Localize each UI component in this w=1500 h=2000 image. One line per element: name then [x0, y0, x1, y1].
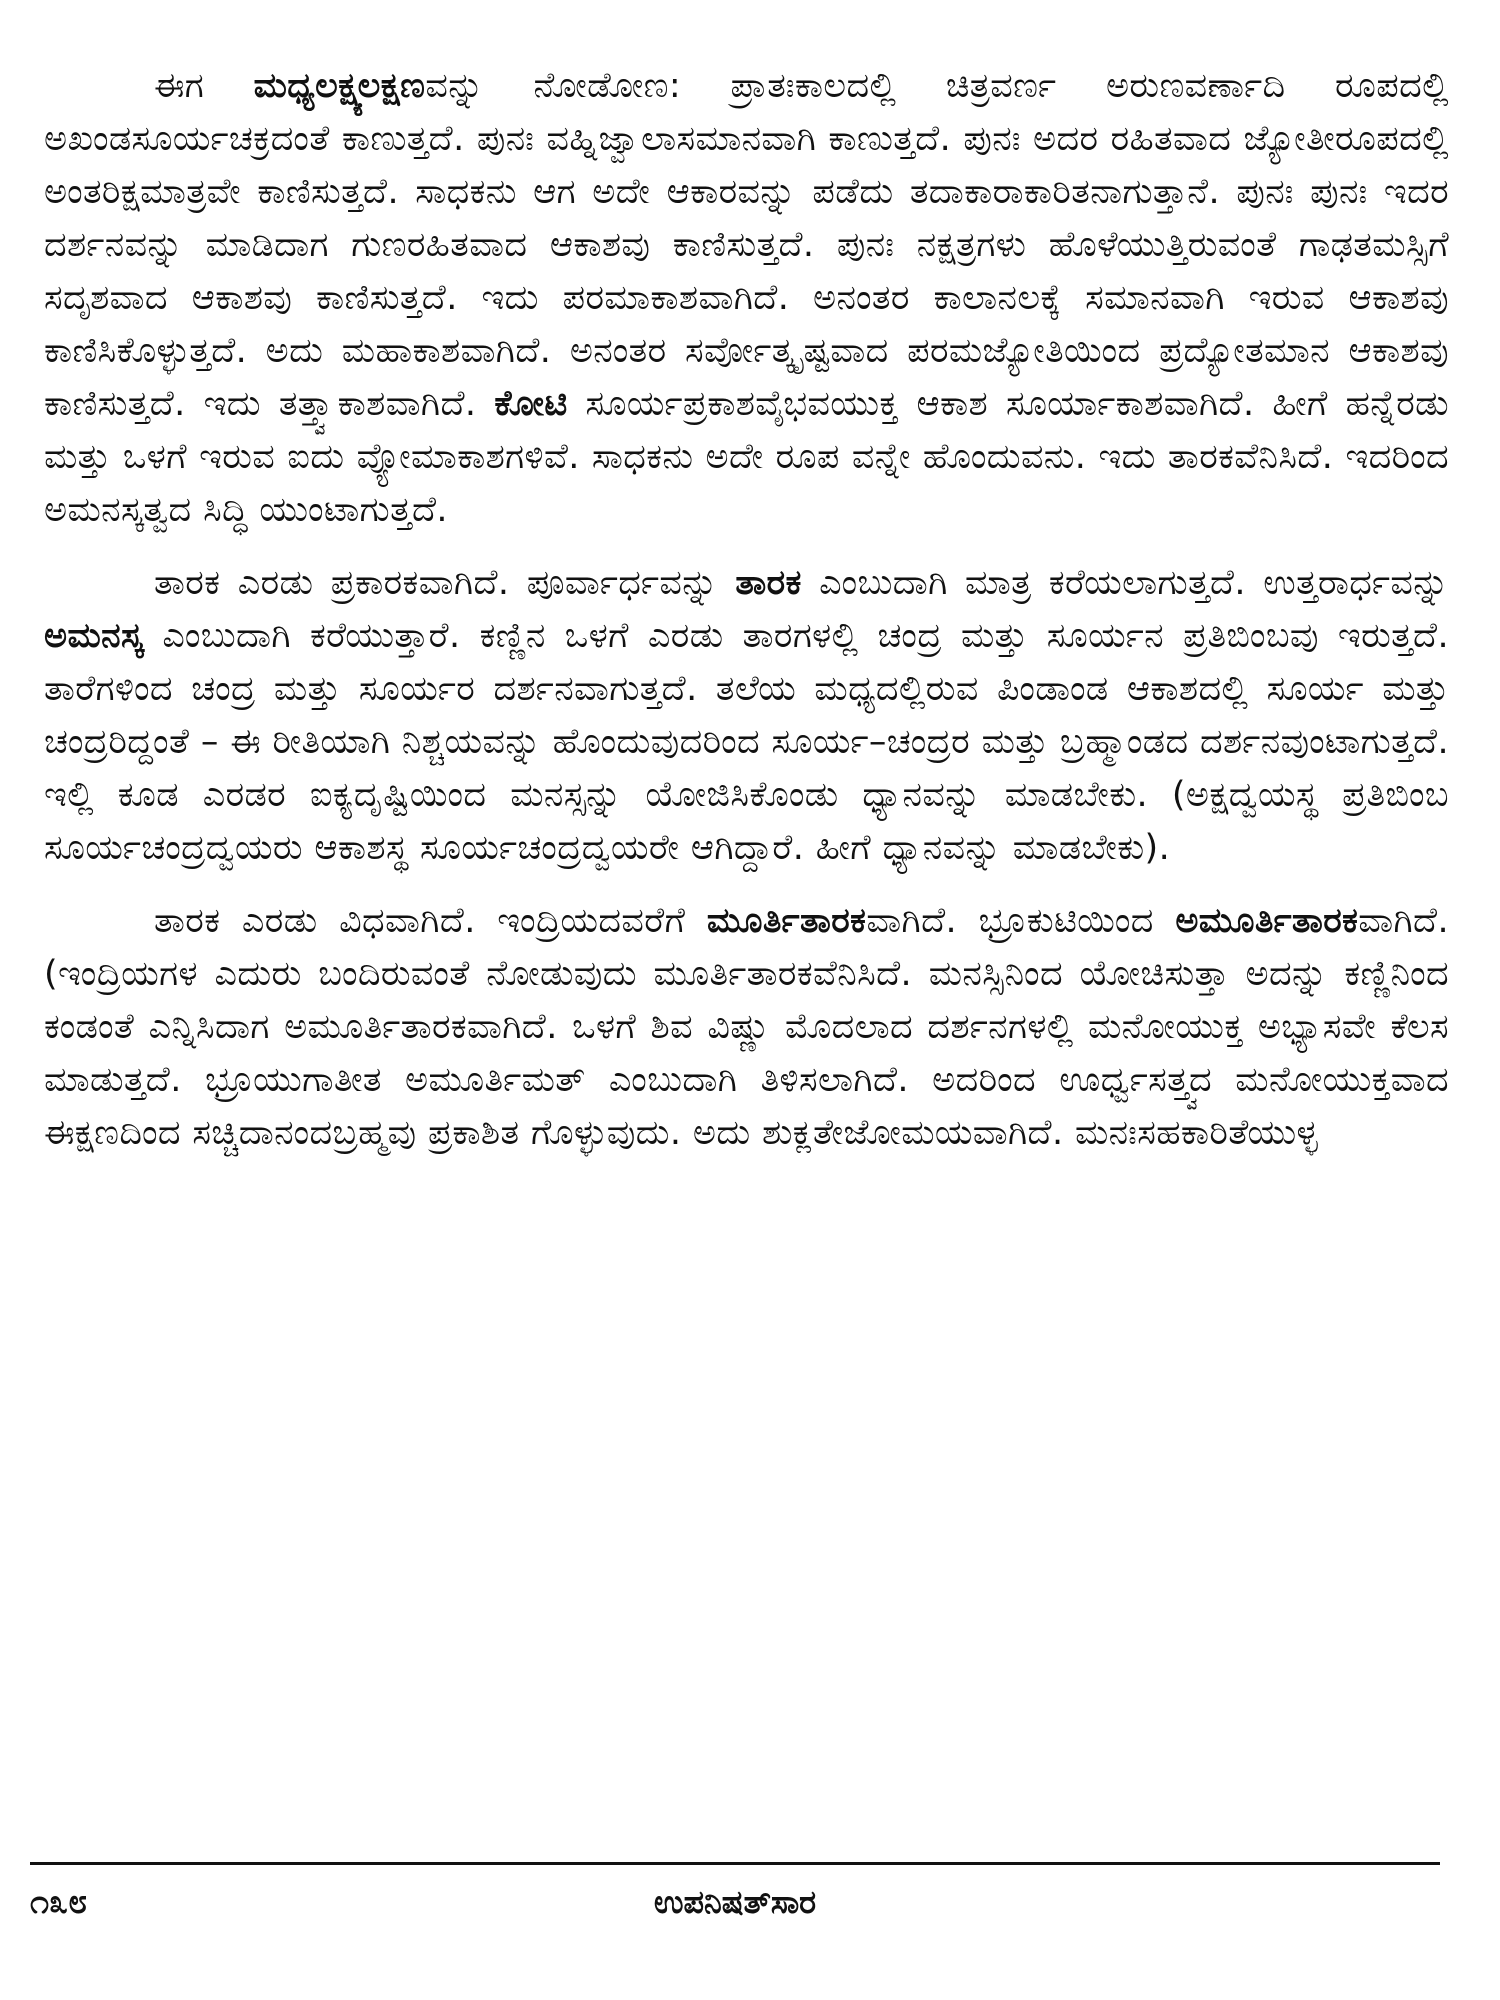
- page-number: ೧೩೮: [30, 1882, 88, 1922]
- bold-term: ಮಧ್ಯಲಕ್ಷ್ಯಲಕ್ಷಣ: [253, 66, 426, 106]
- bold-term: ತಾರಕ: [735, 563, 802, 603]
- footer-divider: [30, 1862, 1440, 1865]
- bold-term: ಅಮೂರ್ತಿತಾರಕ: [1175, 901, 1359, 941]
- bold-term: ಕೋಟಿ: [494, 384, 568, 424]
- bold-term: ಮೂರ್ತಿತಾರಕ: [706, 901, 867, 941]
- page-footer: [30, 1880, 1440, 1930]
- paragraph-2: ತಾರಕ ಎರಡು ಪ್ರಕಾರಕವಾಗಿದೆ. ಪೂರ್ವಾರ್ಧವನ್ನು ತಾರಕ ಎಂಬುದಾಗಿ ಮಾತ್ರ ಕರೆಯಲಾಗುತ್ತದೆ. ಉತ್ತರಾರ್ಧವನ್ನು ಅಮನಸ್ಕ ಎಂಬುದಾಗಿ ಕರೆಯುತ್ತಾರೆ. ಕಣ್ಣಿನ ಒಳಗೆ ಎರಡು ತಾರಗಳಲ್ಲಿ ಚಂದ್ರ ಮತ್ತು ಸೂರ್ಯನ ಪ್ರತಿಬಿಂಬವು ಇರುತ್ತದೆ. ತಾರೆಗಳಿಂದ ಚಂದ್ರ ಮತ್ತು ಸೂರ್ಯರ ದರ್ಶನವಾಗುತ್ತದೆ. ತಲೆಯ ಮಧ್ಯದಲ್ಲಿರುವ ಪಿಂಡಾಂಡ ಆಕಾಶದಲ್ಲಿ ಸೂರ್ಯ ಮತ್ತು ಚಂದ್ರರಿದ್ದಂತೆ – ಈ ರೀತಿಯಾಗಿ ನಿಶ್ಚಯವನ್ನು ಹೊಂದುವುದರಿಂದ ಸೂರ್ಯ–ಚಂದ್ರರ ಮತ್ತು ಬ್ರಹ್ಮಾಂಡದ ದರ್ಶನವುಂಟಾಗುತ್ತದೆ. ಇಲ್ಲಿ ಕೂಡ ಎರಡರ ಐಕ್ಯದೃಷ್ಟಿಯಿಂದ ಮನಸ್ಸನ್ನು ಯೋಜಿಸಿಕೊಂಡು ಧ್ಯಾನವನ್ನು ಮಾಡಬೇಕು. (ಅಕ್ಷದ್ವಯಸ್ಥ ಪ್ರತಿಬಿಂಬ ಸೂರ್ಯಚಂದ್ರದ್ವಯರು ಆಕಾಶಸ್ಥ ಸೂರ್ಯಚಂದ್ರದ್ವಯರೇ ಆಗಿದ್ದಾರೆ. ಹೀಗೆ ಧ್ಯಾನವನ್ನು ಮಾಡಬೇಕು).: [44, 563, 1450, 868]
- bold-term: ಅಮನಸ್ಕ: [44, 616, 144, 656]
- book-title: ಉಪನಿಷತ್‌ಸಾರ: [653, 1883, 817, 1921]
- paragraph-3: ತಾರಕ ಎರಡು ವಿಧವಾಗಿದೆ. ಇಂದ್ರಿಯದವರೆಗೆ ಮೂರ್ತಿತಾರಕವಾಗಿದೆ. ಭ್ರೂಕುಟಿಯಿಂದ ಅಮೂರ್ತಿತಾರಕವಾಗಿದೆ.(ಇಂದ್ರಿಯಗಳ ಎದುರು ಬಂದಿರುವಂತೆ ನೋಡುವುದು ಮೂರ್ತಿತಾರಕವೆನಿಸಿದೆ. ಮನಸ್ಸಿನಿಂದ ಯೋಚಿಸುತ್ತಾ ಅದನ್ನು ಕಣ್ಣಿನಿಂದ ಕಂಡಂತೆ ಎನ್ನಿಸಿದಾಗ ಅಮೂರ್ತಿತಾರಕವಾಗಿದೆ. ಒಳಗೆ ಶಿವ ವಿಷ್ಣು ಮೊದಲಾದ ದರ್ಶನಗಳಲ್ಲಿ ಮನೋಯುಕ್ತ ಅಭ್ಯಾಸವೇ ಕೆಲಸ ಮಾಡುತ್ತದೆ. ಭ್ರೂಯುಗಾತೀತ ಅಮೂರ್ತಿಮತ್ ಎಂಬುದಾಗಿ ತಿಳಿಸಲಾಗಿದೆ. ಅದರಿಂದ ಊರ್ಧ್ವಸತ್ತ್ವದ ಮನೋಯುಕ್ತವಾದ ಈಕ್ಷಣದಿಂದ ಸಚ್ಚಿದಾನಂದಬ್ರಹ್ಮವು ಪ್ರಕಾಶಿತ ಗೊಳ್ಳುವುದು. ಅದು ಶುಕ್ಲತೇಜೋಮಯವಾಗಿದೆ. ಮನಃಸಹಕಾರಿತೆಯುಳ್ಳ: [44, 901, 1449, 1153]
- page-body: [44, 60, 1449, 1180]
- paragraph-1: ಈಗ ಮಧ್ಯಲಕ್ಷ್ಯಲಕ್ಷಣವನ್ನು ನೋಡೋಣ: ಪ್ರಾತಃಕಾಲದಲ್ಲಿ ಚಿತ್ರವರ್ಣ ಅರುಣವರ್ಣಾದಿ ರೂಪದಲ್ಲಿ ಅಖಂಡಸೂರ್ಯಚಕ್ರದಂತೆ ಕಾಣುತ್ತದೆ. ಪುನಃ ವಹ್ನಿಜ್ವಾಲಾಸಮಾನವಾಗಿ ಕಾಣುತ್ತದೆ. ಪುನಃ ಅದರ ರಹಿತವಾದ ಜ್ಯೋತೀರೂಪದಲ್ಲಿ ಅಂತರಿಕ್ಷಮಾತ್ರವೇ ಕಾಣಿಸುತ್ತದೆ. ಸಾಧಕನು ಆಗ ಅದೇ ಆಕಾರವನ್ನು ಪಡೆದು ತದಾಕಾರಾಕಾರಿತನಾಗುತ್ತಾನೆ. ಪುನಃ ಪುನಃ ಇದರ ದರ್ಶನವನ್ನು ಮಾಡಿದಾಗ ಗುಣರಹಿತವಾದ ಆಕಾಶವು ಕಾಣಿಸುತ್ತದೆ. ಪುನಃ ನಕ್ಷತ್ರಗಳು ಹೊಳೆಯುತ್ತಿರುವಂತೆ ಗಾಢತಮಸ್ಸಿಗೆ ಸದೃಶವಾದ ಆಕಾಶವು ಕಾಣಿಸುತ್ತದೆ. ಇದು ಪರಮಾಕಾಶವಾಗಿದೆ. ಅನಂತರ ಕಾಲಾನಲಕ್ಕೆ ಸಮಾನವಾಗಿ ಇರುವ ಆಕಾಶವು ಕಾಣಿಸಿಕೊಳ್ಳುತ್ತದೆ. ಅದು ಮಹಾಕಾಶವಾಗಿದೆ. ಅನಂತರ ಸರ್ವೋತ್ಕೃಷ್ಟವಾದ ಪರಮಜ್ಯೋತಿಯಿಂದ ಪ್ರದ್ಯೋತಮಾನ ಆಕಾಶವು ಕಾಣಿಸುತ್ತದೆ. ಇದು ತತ್ತ್ವಾಕಾಶವಾಗಿದೆ. ಕೋಟಿ ಸೂರ್ಯಪ್ರಕಾಶವೈಭವಯುಕ್ತ ಆಕಾಶ ಸೂರ್ಯಾಕಾಶವಾಗಿದೆ. ಹೀಗೆ ಹನ್ನೆರಡು ಮತ್ತು ಒಳಗೆ ಇರುವ ಐದು ವ್ಯೋಮಾಕಾಶಗಳಿವೆ. ಸಾಧಕನು ಅದೇ ರೂಪ ವನ್ನೇ ಹೊಂದುವನು. ಇದು ತಾರಕವೆನಿಸಿದೆ. ಇದರಿಂದ ಅಮನಸ್ಕತ್ವದ ಸಿದ್ಧಿ ಯುಂಟಾಗುತ್ತದೆ.: [44, 66, 1449, 530]
